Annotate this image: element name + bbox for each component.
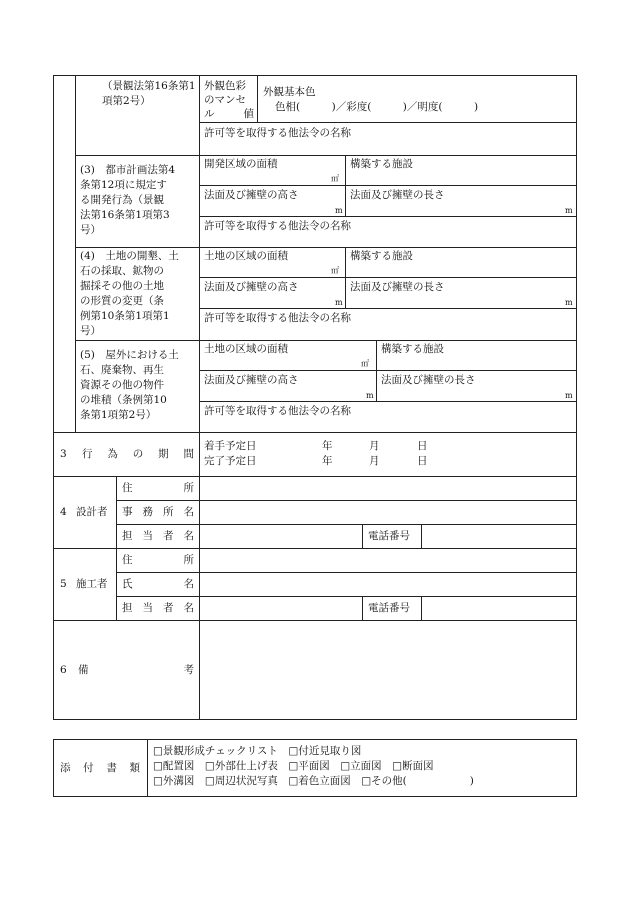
- designer-address-field[interactable]: [200, 477, 576, 500]
- contractor-person-label: [122, 602, 194, 615]
- label-char: 名: [183, 578, 194, 590]
- cell-divider: [376, 340, 377, 401]
- item3-length-unit: m: [565, 206, 573, 215]
- table-border-right: [576, 75, 577, 720]
- attachments-checklist-line2[interactable]: □配置図 □外部仕上げ表 □平面図 □立面図 □断面図: [153, 760, 434, 772]
- label-char: 書: [106, 762, 117, 774]
- item4-length-label: 法面及び擁壁の長さ: [350, 281, 445, 293]
- label-char: 考: [183, 664, 194, 676]
- item4-length-unit: m: [565, 298, 573, 307]
- table-border-top: [53, 75, 577, 76]
- table-border-bottom: [53, 719, 577, 720]
- start-month-unit: 月: [369, 440, 380, 452]
- end-date-label: 完了予定日: [204, 455, 257, 467]
- sec6-number: 6: [60, 664, 67, 676]
- item4-label-line: 石の採取、鉱物の: [80, 265, 164, 277]
- contractor-phone-field[interactable]: [422, 597, 576, 620]
- label-char: 所: [183, 482, 194, 494]
- item5-height-unit: m: [366, 391, 374, 400]
- attachments-label: [60, 762, 140, 775]
- sec2-indent-line: [75, 75, 76, 432]
- cell-divider: [147, 739, 148, 797]
- label-char: 類: [129, 762, 140, 774]
- item5-facility-label: 構築する施設: [381, 343, 444, 355]
- cell-divider: [199, 185, 577, 186]
- label-char: 担: [122, 530, 133, 542]
- item3-facility-label: 構築する施設: [350, 158, 413, 170]
- item5-length-unit: m: [565, 391, 573, 400]
- designer-address-label: [122, 482, 194, 495]
- munsell-label-line1: 外観色彩: [204, 80, 246, 92]
- item4-label-line: 掘採その他の土地: [80, 280, 164, 292]
- item3-label-line: (3) 都市計画法第4: [80, 164, 176, 176]
- item5-label-line: 条第1項第2号）: [80, 409, 157, 421]
- item5-label-line: 資源その他の物件: [80, 379, 164, 391]
- table-border-right: [576, 739, 577, 797]
- item4-label-line: の形質の変更（条: [80, 295, 164, 307]
- sec6-label: [78, 664, 194, 677]
- label-char: 氏: [122, 578, 133, 590]
- cell-divider: [116, 476, 117, 620]
- item5-height-label: 法面及び擁壁の高さ: [204, 374, 299, 386]
- cell-divider: [345, 247, 346, 308]
- label-char: 者: [163, 530, 174, 542]
- item5-label-line: 石、廃棄物、再生: [80, 364, 164, 376]
- item3-label-line: る開発行為（景観: [80, 194, 164, 206]
- item4-height-unit: m: [335, 298, 343, 307]
- contractor-address-field[interactable]: [200, 549, 576, 572]
- label-char: 名: [183, 530, 194, 542]
- label-char: 備: [78, 664, 89, 676]
- sec4-label: 設計者: [76, 506, 108, 518]
- item3-height-label: 法面及び擁壁の高さ: [204, 189, 299, 201]
- item3-height-unit: m: [335, 206, 343, 215]
- table-border-left: [53, 739, 54, 797]
- row-divider: [53, 432, 577, 433]
- row-divider: [75, 247, 577, 248]
- contractor-name-field[interactable]: [200, 573, 576, 596]
- attachments-checklist-line1[interactable]: □景観形成チェックリスト □付近見取り図: [153, 745, 362, 757]
- munsell-label-line3b: 値: [243, 108, 254, 120]
- item3-length-label: 法面及び擁壁の長さ: [350, 189, 445, 201]
- start-year-unit: 年: [322, 440, 333, 452]
- label-char: 事: [122, 506, 133, 518]
- sec5-number: 5: [60, 578, 67, 590]
- item4-label-line: 号）: [80, 325, 101, 337]
- start-day-unit: 日: [417, 440, 428, 452]
- item3-area-unit: ㎡: [331, 174, 339, 183]
- landscape-label-line2: 項第2号）: [102, 95, 151, 107]
- munsell-label-line2: のマンセ: [204, 94, 246, 106]
- contractor-phone-label: 電話番号: [368, 602, 410, 614]
- item5-label-line: (5) 屋外における土: [80, 349, 179, 361]
- cell-divider: [199, 216, 577, 217]
- attachments-checklist-line3[interactable]: □外溝図 □周辺状況写真 □着色立面図 □その他( ): [153, 775, 474, 787]
- cell-divider: [362, 524, 363, 548]
- label-char: 当: [142, 530, 153, 542]
- table-border-left: [53, 75, 54, 720]
- sec3-label-char: 為: [107, 448, 118, 460]
- designer-office-field[interactable]: [200, 501, 576, 524]
- item5-length-label: 法面及び擁壁の長さ: [381, 374, 476, 386]
- label-char: 者: [163, 602, 174, 614]
- item3-label-line: 号）: [80, 224, 101, 236]
- designer-phone-label: 電話番号: [368, 530, 410, 542]
- designer-person-field[interactable]: [200, 525, 362, 548]
- designer-office-label: [122, 506, 194, 519]
- label-char: 住: [122, 554, 133, 566]
- item3-permit-label: 許可等を取得する他法令の名称: [204, 220, 351, 232]
- base-color-label: 外観基本色: [263, 86, 316, 98]
- remarks-field[interactable]: [200, 621, 576, 719]
- row-divider: [75, 155, 577, 156]
- sec3-label-char: 行: [82, 448, 93, 460]
- item3-label-line: 条第12項に規定す: [80, 179, 167, 191]
- cell-divider: [199, 401, 577, 402]
- contractor-name-label: [122, 578, 194, 591]
- label-char: 所: [163, 506, 174, 518]
- item4-label-line: (4) 土地の開墾、土: [80, 250, 179, 262]
- item3-label-line: 法第16条第1項第3: [80, 209, 170, 221]
- label-char: 付: [83, 762, 94, 774]
- cell-divider: [257, 75, 258, 122]
- designer-phone-field[interactable]: [422, 525, 576, 548]
- sec3-number: 3: [60, 448, 67, 460]
- sec3-label-char: 間: [183, 448, 194, 460]
- item4-area-label: 土地の区域の面積: [204, 250, 288, 262]
- table-border-top: [53, 739, 577, 740]
- item5-label-line: の堆積（条例第10: [80, 394, 167, 406]
- label-char: 当: [142, 602, 153, 614]
- item4-area-unit: ㎡: [331, 266, 339, 275]
- sec4-number: 4: [60, 506, 67, 518]
- cell-divider: [199, 308, 577, 309]
- start-date-label: 着手予定日: [204, 440, 257, 452]
- row-divider: [75, 340, 577, 341]
- label-char: 名: [183, 602, 194, 614]
- item5-area-label: 土地の区域の面積: [204, 343, 288, 355]
- end-year-unit: 年: [322, 455, 333, 467]
- item5-permit-label: 許可等を取得する他法令の名称: [204, 405, 351, 417]
- cell-divider: [362, 596, 363, 620]
- contractor-person-field[interactable]: [200, 597, 362, 620]
- cell-divider: [199, 277, 577, 278]
- landscape-permit-label: 許可等を取得する他法令の名称: [204, 127, 351, 139]
- label-char: 所: [183, 554, 194, 566]
- label-char: 務: [142, 506, 153, 518]
- end-month-unit: 月: [369, 455, 380, 467]
- item5-area-unit: ㎡: [361, 359, 369, 368]
- item4-label-line: 例第10条第1項第1: [80, 310, 170, 322]
- label-char: 名: [183, 506, 194, 518]
- contractor-address-label: [122, 554, 194, 567]
- sec3-label: [82, 448, 194, 461]
- item4-height-label: 法面及び擁壁の高さ: [204, 281, 299, 293]
- cell-divider: [345, 155, 346, 216]
- label-char: 添: [60, 762, 71, 774]
- item4-facility-label: 構築する施設: [350, 250, 413, 262]
- label-char: 住: [122, 482, 133, 494]
- color-values-field[interactable]: 色相( )／彩度( )／明度( ): [275, 101, 479, 113]
- designer-person-label: [122, 530, 194, 543]
- table-border-bottom: [53, 796, 577, 797]
- end-day-unit: 日: [417, 455, 428, 467]
- cell-divider: [199, 122, 577, 123]
- cell-divider: [199, 370, 577, 371]
- item3-area-label: 開発区域の面積: [204, 158, 278, 170]
- sec3-label-char: の: [132, 448, 144, 460]
- item4-permit-label: 許可等を取得する他法令の名称: [204, 312, 351, 324]
- munsell-label-line3a: ル: [204, 108, 215, 120]
- landscape-label-line1: （景観法第16条第1: [102, 80, 196, 92]
- sec5-label: 施工者: [76, 578, 108, 590]
- label-char: 担: [122, 602, 133, 614]
- sec3-label-char: 期: [158, 448, 169, 460]
